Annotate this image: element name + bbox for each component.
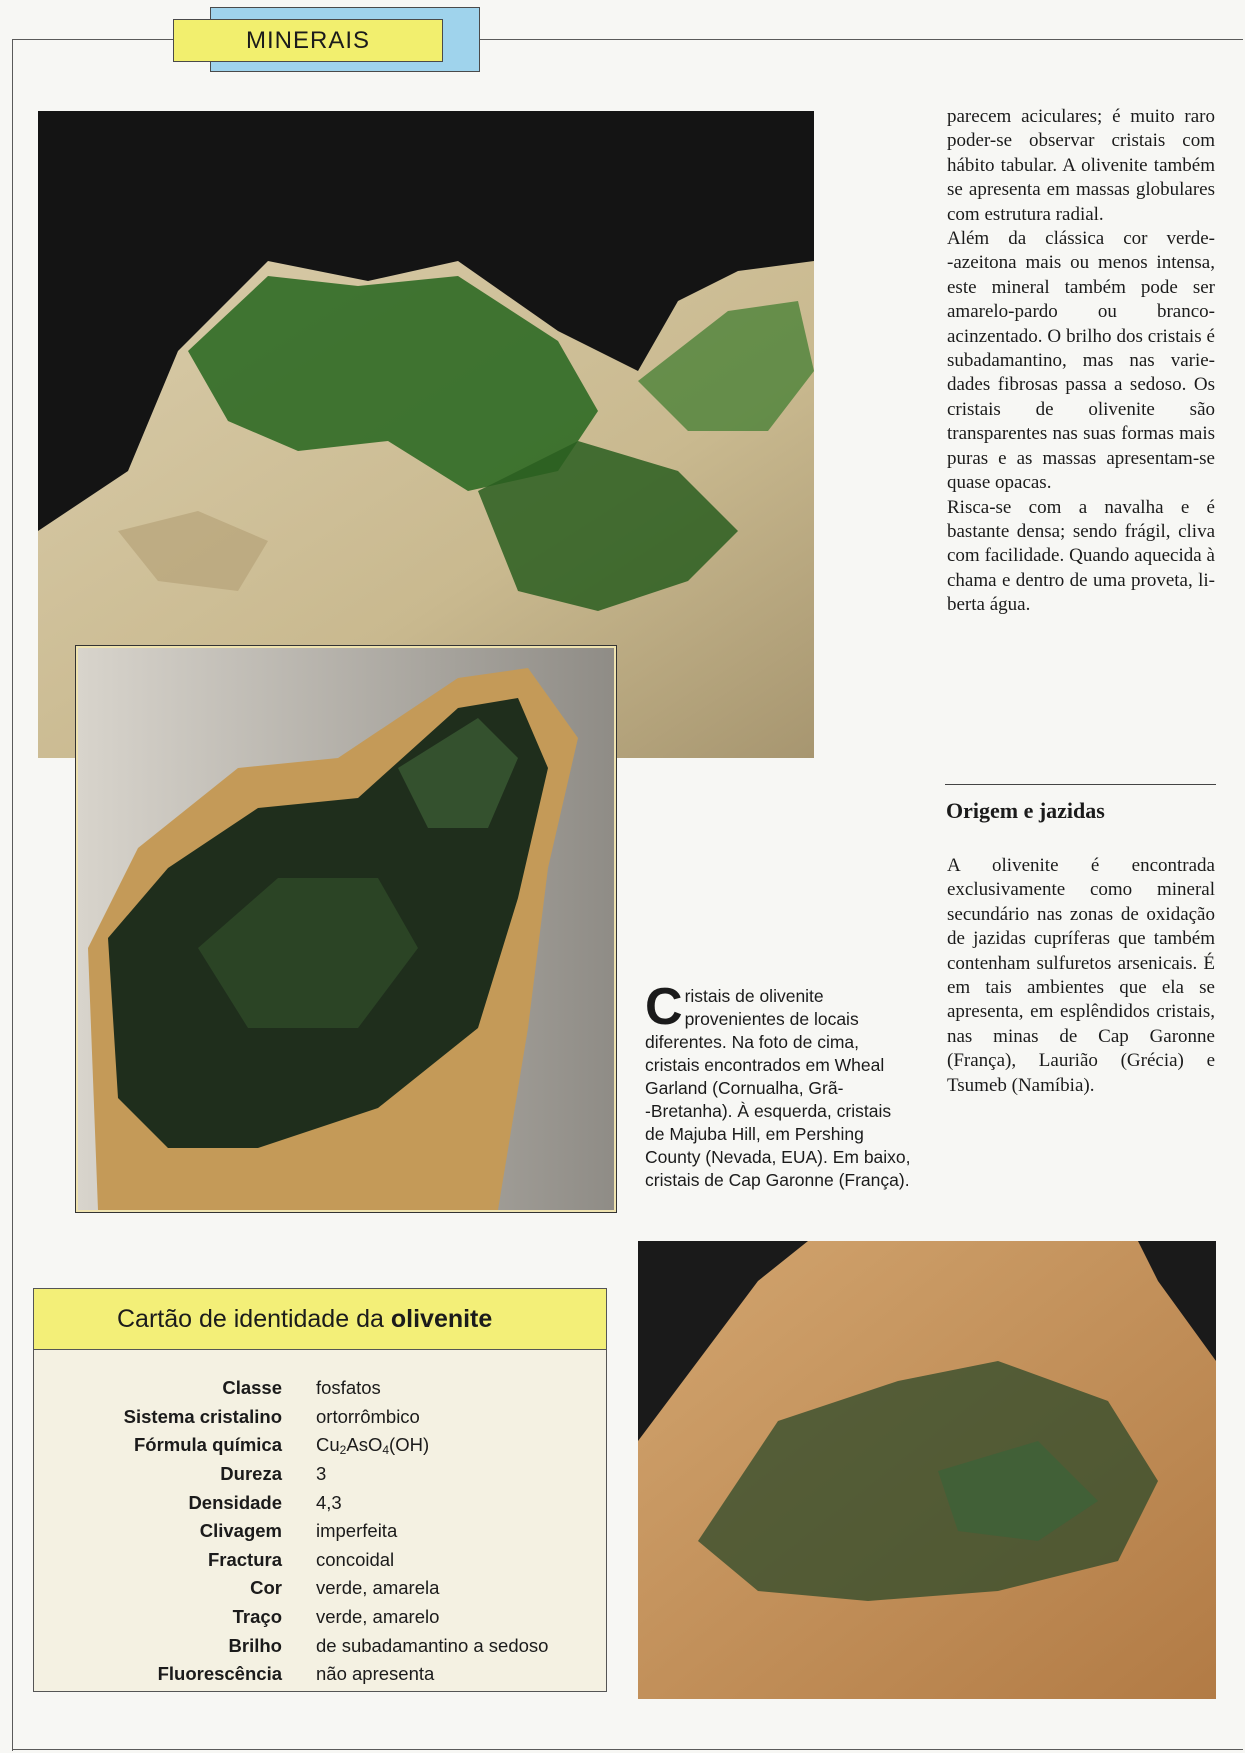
page-frame-bottom: [12, 1749, 1243, 1750]
card-row-label: Fórmula química: [133, 1434, 282, 1456]
card-row-value: fosfatos: [316, 1377, 381, 1399]
card-row: [34, 1488, 606, 1517]
card-row-label: Cor: [250, 1577, 282, 1599]
card-row: [34, 1431, 606, 1460]
card-row-label: Classe: [222, 1377, 282, 1399]
card-row-value formula: $Cu_2AsO_4(OH)$: [316, 1434, 430, 1458]
photo-majuba-hill: [76, 646, 616, 1212]
card-title-mineral: olivenite: [390, 1304, 493, 1333]
paragraph: Risca-se com a navalha e é bastante densa; sendo frágil, cliva com facilidade. Quando aquecida à chama e dentro de uma proveta, liberta água.: [947, 496, 1215, 616]
section-divider: [945, 784, 1216, 785]
card-row-label: Traço: [232, 1606, 282, 1628]
card-row-value: imperfeita: [316, 1520, 398, 1542]
photo-cap-garonne: [638, 1241, 1216, 1699]
card-row-label: Clivagem: [199, 1520, 282, 1542]
identity-card-rows: [34, 1374, 606, 1689]
card-row: [34, 1603, 606, 1632]
identity-card: [33, 1288, 607, 1692]
article-column-top: [947, 105, 1215, 618]
card-row-label: Densidade: [188, 1491, 282, 1513]
card-row-value: de subadamantino a sedoso: [316, 1634, 549, 1656]
card-title-prefix: Cartão de identidade da: [117, 1304, 384, 1333]
card-row: [34, 1546, 606, 1575]
card-row: [34, 1574, 606, 1603]
page-frame-left: [12, 39, 13, 1751]
identity-card-title: [34, 1289, 606, 1350]
card-row-value: não apresenta: [316, 1663, 435, 1685]
card-row-value: 3: [316, 1463, 327, 1485]
paragraph: A olivenite é encontrada exclusivamente como mineral secundário nas zonas de oxidação de jazidas cupríferas que também contenham sulfuretos arsenicais. É em tais ambientes que ela se apresenta, em esplêndidos cristais, nas minas de Cap Garonne (França), Laurião (Grécia) e Tsumeb (Namíbia).: [947, 855, 1215, 1096]
paragraph: Além da clássica cor verde-‑azeitona mais ou menos intensa, este mineral também pode ser amarelo-pardo ou branco-acinzentado. O brilho dos cristais é subadamantino, mas nas variedades fibrosas passa a sedoso. Os cristais de olivenite são transparentes nas suas formas mais puras e as massas apresentam-se quase opacas.: [947, 228, 1215, 494]
section-tab: MINERAIS: [173, 19, 443, 62]
card-row-value: 4,3: [316, 1491, 342, 1513]
caption-dropcap: C: [645, 978, 683, 1036]
card-row-label: Sistema cristalino: [123, 1405, 282, 1427]
photo-caption: [645, 978, 915, 1192]
card-row-value: ortorrômbico: [316, 1405, 420, 1427]
card-row-label: Dureza: [220, 1463, 282, 1485]
card-row: [34, 1403, 606, 1432]
paragraph: parecem aciculares; é muito raro poder-se observar cristais com hábito tabular. A olivenite também se apresenta em massas globulares com estrutura radial.: [947, 106, 1215, 225]
card-row: [34, 1460, 606, 1489]
card-row: [34, 1374, 606, 1403]
section-heading: Origem e jazidas: [946, 798, 1105, 823]
article-column-origin: [947, 854, 1215, 1098]
card-row-label: Fractura: [207, 1548, 282, 1570]
card-row: [34, 1517, 606, 1546]
card-row: [34, 1660, 606, 1689]
card-row-label: Fluorescência: [157, 1663, 282, 1685]
card-row-value: concoidal: [316, 1548, 395, 1570]
card-row: [34, 1631, 606, 1660]
card-row-value: verde, amarela: [316, 1577, 440, 1599]
card-row-label: Brilho: [228, 1634, 282, 1656]
caption-text: ristais de olivenite provenientes de locais diferentes. Na foto de cima, cristais encontrados em Wheal Garland (Cornualha, Grã-‑Bretanha). À esquerda, cristais de Majuba Hill, em Pershing County (Nevada, EUA). Em baixo, cristais de Cap Garonne (França).: [645, 986, 911, 1190]
card-row-value: verde, amarelo: [316, 1606, 440, 1628]
